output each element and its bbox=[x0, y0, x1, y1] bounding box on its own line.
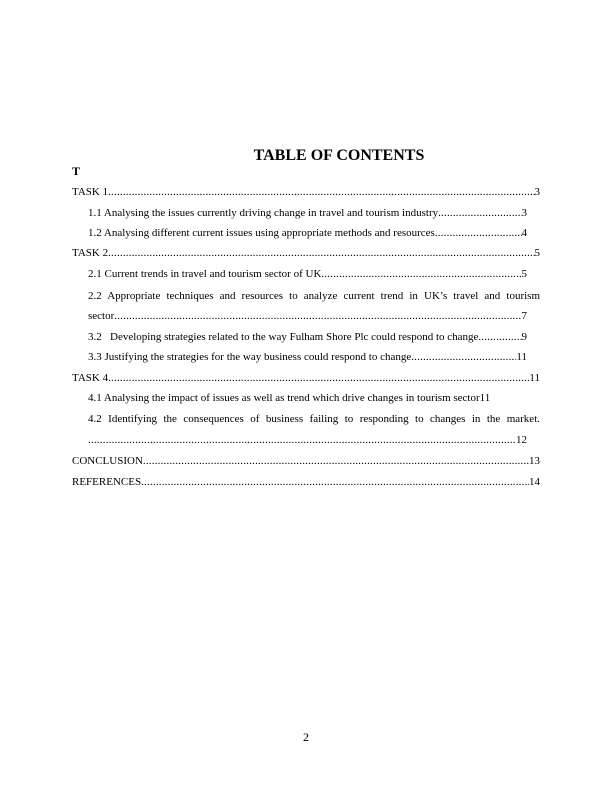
toc-page-number: 14 bbox=[529, 476, 540, 488]
dot-leader bbox=[108, 247, 534, 260]
toc-entry-3-3[interactable] bbox=[88, 351, 527, 364]
toc-entry-2-2-line-1[interactable] bbox=[88, 290, 540, 303]
toc-entry-label: sector bbox=[88, 310, 115, 322]
dot-leader bbox=[108, 186, 534, 199]
toc-page-number: 11 bbox=[479, 392, 491, 404]
page-number: 2 bbox=[303, 730, 309, 744]
toc-entry-task-4[interactable] bbox=[72, 372, 540, 385]
toc-entry-label: 3.3 Justifying the strategies for the way business could respond to change bbox=[88, 351, 412, 363]
toc-entry-2-2-line-2[interactable] bbox=[88, 310, 527, 323]
toc-page-number: 7 bbox=[521, 310, 527, 322]
page-title: TABLE OF CONTENTS bbox=[253, 147, 425, 164]
dot-leader bbox=[411, 351, 516, 364]
dot-leader bbox=[143, 455, 529, 468]
toc-entry-label: CONCLUSION bbox=[72, 455, 143, 467]
toc-entry-task-2[interactable] bbox=[72, 247, 540, 260]
toc-entry-4-2-line-2[interactable] bbox=[88, 434, 527, 447]
toc-page-number: 5 bbox=[521, 268, 527, 280]
toc-entry-label: REFERENCES bbox=[72, 476, 142, 488]
dot-leader bbox=[108, 372, 529, 385]
toc-entry-label: TASK 2 bbox=[72, 247, 109, 259]
toc-page-number: 5 bbox=[534, 247, 540, 259]
toc-entry-3-2[interactable] bbox=[88, 331, 527, 344]
dot-leader bbox=[88, 434, 516, 447]
toc-entry-4-1[interactable] bbox=[88, 392, 490, 405]
toc-entry-1-2[interactable] bbox=[88, 227, 527, 240]
toc-entry-1-1[interactable] bbox=[88, 207, 527, 220]
toc-entry-label: TASK 4 bbox=[72, 372, 109, 384]
toc-entry-label: 1.1 Analysing the issues currently driving change in travel and tourism industry bbox=[88, 207, 439, 219]
toc-entry-label: 2.1 Current trends in travel and tourism sector of UK bbox=[88, 268, 322, 280]
dot-leader bbox=[114, 310, 521, 323]
dot-leader bbox=[478, 331, 521, 344]
toc-entry-task-1[interactable] bbox=[72, 186, 540, 199]
toc-page-number: 13 bbox=[529, 455, 540, 467]
toc-page-number: 3 bbox=[521, 207, 527, 219]
toc-entry-label: 4.2 Identifying the consequences of business failing to responding to changes in the market. bbox=[88, 413, 540, 425]
dot-leader bbox=[435, 227, 522, 240]
dot-leader bbox=[141, 476, 529, 489]
toc-entry-references[interactable] bbox=[72, 476, 540, 489]
stray-heading: T bbox=[72, 164, 81, 178]
toc-page-number: 4 bbox=[521, 227, 527, 239]
toc-entry-label: 4.1 Analysing the impact of issues as well as trend which drive changes in tourism sector bbox=[88, 392, 480, 404]
toc-page-number: 11 bbox=[529, 372, 540, 384]
toc-page-number: 9 bbox=[521, 331, 527, 343]
dot-leader bbox=[438, 207, 521, 220]
toc-entry-2-1[interactable] bbox=[88, 268, 527, 281]
toc-page-number: 3 bbox=[534, 186, 540, 198]
toc-entry-label: 1.2 Analysing different current issues using appropriate methods and resources bbox=[88, 227, 435, 239]
toc-entry-label: TASK 1 bbox=[72, 186, 109, 198]
toc-entry-label: 3.2 Developing strategies related to the way Fulham Shore Plc could respond to change bbox=[88, 331, 479, 343]
dot-leader bbox=[321, 268, 521, 281]
toc-entry-label: 2.2 Appropriate techniques and resources to analyze current trend in UK’s travel and tourism bbox=[88, 290, 540, 302]
toc-page-number: 12 bbox=[516, 434, 527, 446]
toc-page-number: 11 bbox=[516, 351, 527, 363]
toc-entry-4-2-line-1[interactable] bbox=[88, 413, 540, 426]
toc-entry-conclusion[interactable] bbox=[72, 455, 540, 468]
